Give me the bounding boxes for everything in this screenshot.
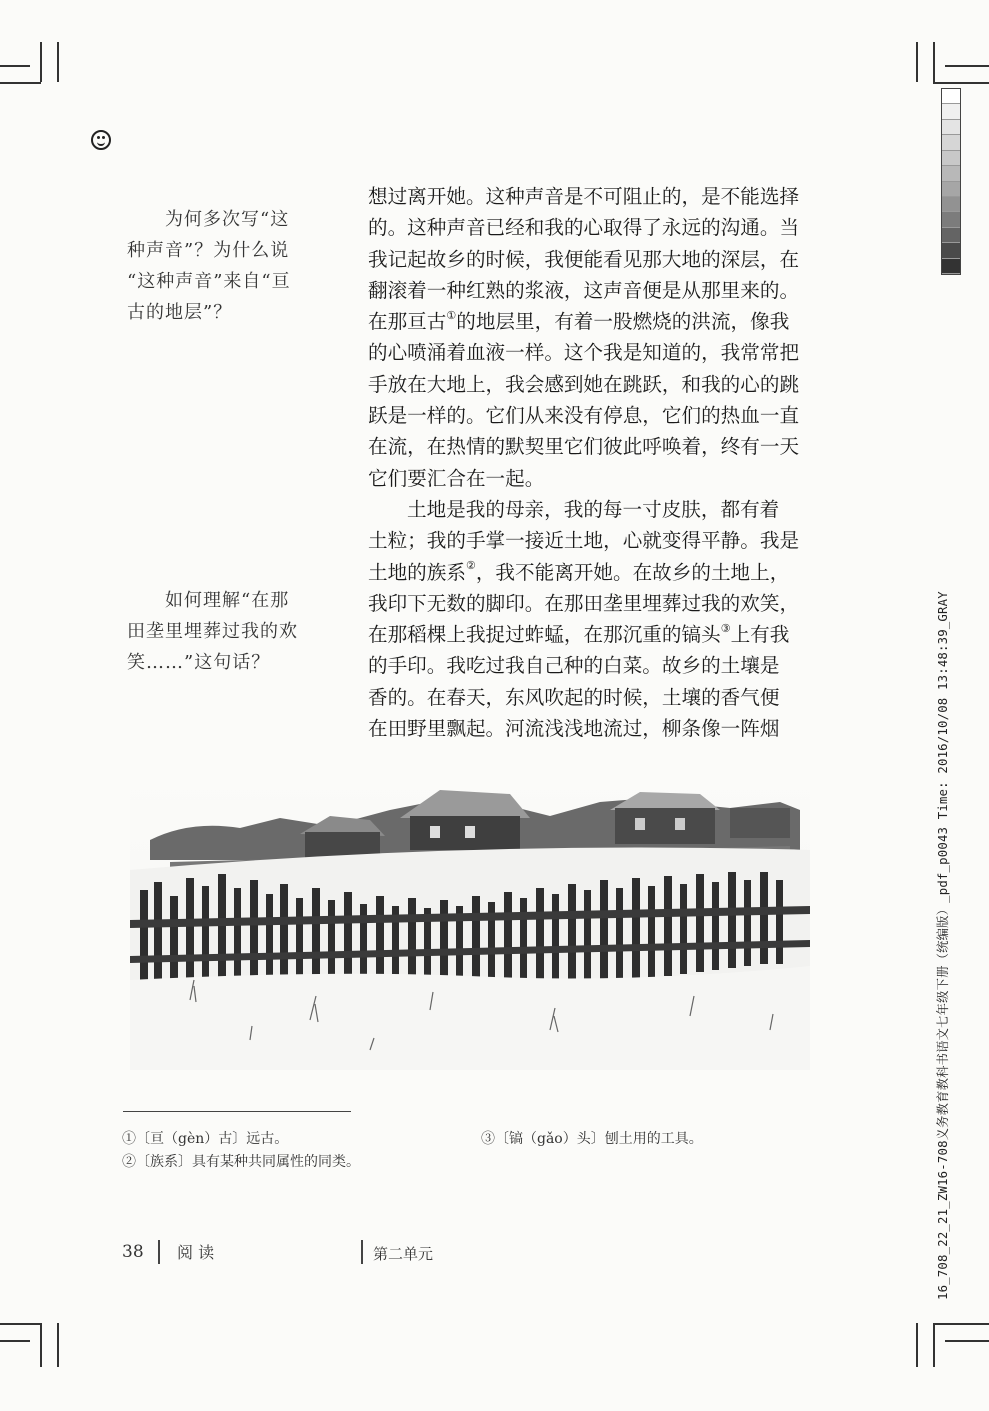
text-line: 手放在大地上，我会感到她在跳跃，和我的心的跳 bbox=[368, 372, 800, 396]
text-line: 我记起故乡的时候，我便能看见那大地的深层，在 bbox=[368, 247, 800, 271]
page-number: 38 bbox=[122, 1242, 144, 1262]
crop-mark bbox=[0, 1323, 41, 1325]
crop-mark bbox=[0, 65, 30, 67]
side-question-1 bbox=[127, 204, 317, 328]
crop-mark bbox=[57, 42, 59, 82]
crop-mark bbox=[40, 1323, 42, 1367]
smiley-icon bbox=[91, 130, 111, 150]
text-line bbox=[368, 619, 804, 650]
question-line: 田垄里埋葬过我的欢 bbox=[127, 621, 298, 642]
text-line bbox=[368, 306, 804, 337]
footnote-marker-2: ② bbox=[465, 559, 476, 573]
village-fence-photo bbox=[130, 780, 810, 1070]
footnote-marker-1: ① bbox=[446, 308, 457, 322]
crop-mark bbox=[916, 42, 918, 82]
footnote-3: ③〔镐（gǎo）头〕刨土用的工具。 bbox=[481, 1131, 703, 1147]
crop-mark bbox=[933, 82, 989, 84]
question-line: 如何理解“在那 bbox=[165, 590, 290, 611]
footer-divider bbox=[158, 1240, 160, 1264]
print-info-text: 16_708_22_21_ZW16-708义务教育教科书语文七年级下册（统编版）_pdf_p0043 Time: 2016/10/08 13:48:39_GRAY bbox=[936, 591, 950, 1300]
text-fragment: 的地层里，有着一股燃烧的洪流，像我 bbox=[456, 310, 790, 334]
text-line: 土粒；我的手掌一接近土地，心就变得平静。我是 bbox=[368, 529, 800, 553]
text-line: 翻滚着一种红熟的浆液，这声音便是从那里来的。 bbox=[368, 278, 800, 302]
crop-mark bbox=[57, 1323, 59, 1367]
text-fragment: 上有我 bbox=[730, 623, 790, 647]
crop-mark bbox=[933, 1323, 935, 1367]
footnote-2: ②〔族系〕具有某种共同属性的同类。 bbox=[122, 1154, 360, 1170]
question-line: 为何多次写“这 bbox=[165, 209, 290, 230]
crop-mark bbox=[933, 1323, 989, 1325]
text-line: 跃是一样的。它们从来没有停息，它们的热血一直 bbox=[368, 404, 800, 428]
text-line: 我印下无数的脚印。在那田垄里埋葬过我的欢笑， bbox=[368, 591, 800, 615]
text-fragment: ，我不能离开她。在故乡的土地上， bbox=[475, 560, 790, 584]
footnote-marker-3: ③ bbox=[720, 621, 731, 635]
text-line: 想过离开她。这种声音是不可阻止的，是不能选择 bbox=[368, 185, 800, 208]
crop-mark bbox=[916, 1323, 918, 1367]
text-line: 它们要汇合在一起。 bbox=[368, 466, 545, 490]
crop-mark bbox=[0, 82, 41, 84]
crop-mark bbox=[945, 1340, 989, 1342]
text-line: 在田野里飘起。河流浅浅地流过，柳条像一阵烟 bbox=[368, 717, 780, 741]
text-fragment: 在那亘古 bbox=[368, 310, 447, 334]
grayscale-calibration-strip bbox=[941, 88, 961, 275]
crop-mark bbox=[0, 1340, 30, 1342]
question-line: 古的地层”？ bbox=[127, 302, 233, 323]
text-fragment: 在那稻棵上我捉过蚱蜢，在那沉重的镐头 bbox=[368, 623, 721, 647]
crop-mark bbox=[40, 42, 42, 82]
text-line bbox=[368, 557, 804, 588]
text-line: 的心喷涌着血液一样。这个我是知道的，我常常把 bbox=[368, 341, 800, 365]
footer-divider bbox=[361, 1240, 363, 1264]
text-fragment: 土地的族系 bbox=[368, 560, 466, 584]
footer-unit-label: 第二单元 bbox=[373, 1245, 434, 1263]
text-line: 在流，在热情的默契里它们彼此呼唤着，终有一天 bbox=[368, 435, 800, 459]
crop-mark bbox=[945, 65, 989, 67]
text-line: 土地是我的母亲，我的每一寸皮肤，都有着 bbox=[407, 497, 780, 521]
question-line: 笑……”这句话？ bbox=[127, 652, 271, 673]
print-info-vertical bbox=[930, 591, 954, 1300]
footer-section-label: 阅 读 bbox=[177, 1243, 215, 1262]
text-line: 的。这种声音已经和我的心取得了永远的沟通。当 bbox=[368, 216, 800, 240]
footnote-1: ①〔亘（gèn）古〕远古。 bbox=[122, 1131, 289, 1147]
text-line: 的手印。我吃过我自己种的白菜。故乡的土壤是 bbox=[368, 654, 780, 678]
question-line: “这种声音”来自“亘 bbox=[127, 271, 291, 292]
side-question-2 bbox=[127, 585, 317, 678]
text-line: 香的。在春天，东风吹起的时候，土壤的香气便 bbox=[368, 685, 780, 709]
footnote-rule bbox=[123, 1111, 351, 1112]
main-text bbox=[368, 181, 804, 744]
crop-mark bbox=[933, 42, 935, 82]
question-line: 种声音”？为什么说 bbox=[127, 240, 290, 261]
